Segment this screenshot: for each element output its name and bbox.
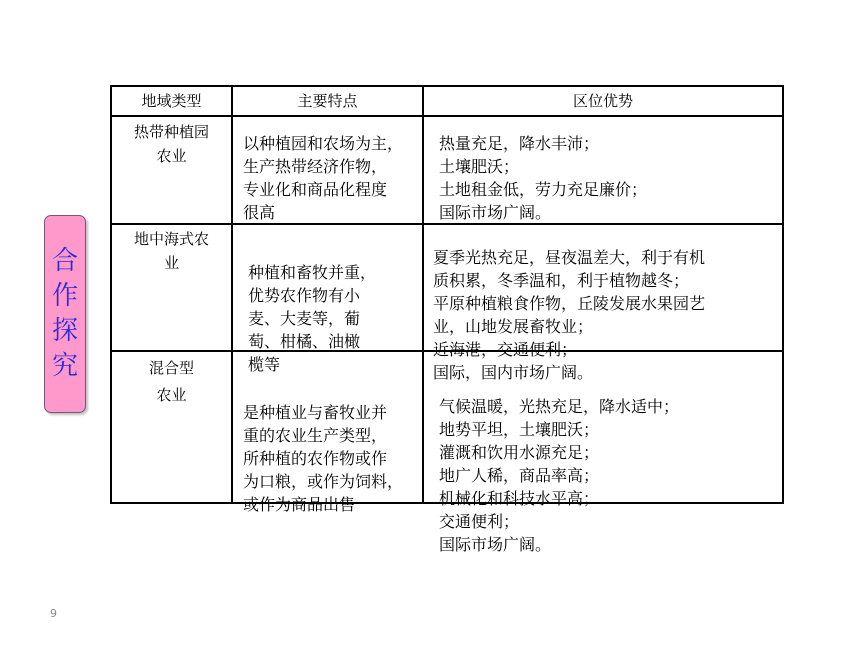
badge-char: 究 xyxy=(51,351,78,381)
advantage-line: 交通便利； xyxy=(439,512,520,531)
type-tropical-plantation: 热带种植园 农业 xyxy=(133,123,209,165)
feature-line: 专业化和商品化程度 xyxy=(243,180,388,199)
feature-line: 重的农业生产类型， xyxy=(243,426,388,445)
advantage-line: 地广人稀，商品率高； xyxy=(439,466,600,485)
features-tropical-plantation xyxy=(243,132,403,224)
badge-char: 探 xyxy=(51,316,78,346)
advantage-line: 业，山地发展畜牧业； xyxy=(433,317,594,336)
advantage-line: 平原种植粮食作物，丘陵发展水果园艺 xyxy=(433,294,706,313)
features-mixed-farming xyxy=(243,401,403,516)
feature-line: 所种植的农作物或作 xyxy=(243,449,388,468)
feature-line: 麦、大麦等，葡 xyxy=(248,309,361,328)
advantage-line: 质积累，冬季温和，利于植物越冬； xyxy=(433,271,690,290)
table-border-right xyxy=(782,85,784,504)
advantage-line: 国际市场广阔。 xyxy=(439,203,552,222)
feature-line: 很高 xyxy=(243,203,276,222)
type-mixed-farming: 混合型 农业 xyxy=(148,359,194,404)
feature-line: 萄、柑橘、油橄 xyxy=(248,332,361,351)
feature-line: 生产热带经济作物， xyxy=(243,157,388,176)
advantages-mediterranean xyxy=(433,246,705,384)
row-divider-header xyxy=(110,115,784,117)
advantage-line: 土壤肥沃； xyxy=(439,157,520,176)
badge-char: 作 xyxy=(51,281,78,311)
features-mediterranean xyxy=(248,261,376,376)
feature-line: 为口粮，或作为饲料， xyxy=(243,472,404,491)
feature-line: 榄等 xyxy=(248,355,281,374)
advantages-mixed-farming xyxy=(439,395,679,556)
feature-line: 优势农作物有小 xyxy=(248,286,361,305)
page-number: 9 xyxy=(50,607,57,620)
advantage-line: 夏季光热充足，昼夜温差大，利于有机 xyxy=(433,248,706,267)
table-border-top xyxy=(110,85,784,87)
advantage-line: 灌溉和饮用水源充足； xyxy=(439,443,600,462)
column-divider-1 xyxy=(231,85,233,504)
advantages-tropical-plantation xyxy=(439,132,647,224)
advantage-line: 地势平坦，土壤肥沃； xyxy=(439,420,600,439)
type-mediterranean: 地中海式农 业 xyxy=(133,230,209,272)
cooperative-inquiry-badge xyxy=(44,215,86,413)
header-region-type: 地域类型 xyxy=(141,92,202,110)
advantage-line: 土地租金低，劳力充足廉价； xyxy=(439,180,648,199)
feature-line: 种植和畜牧并重， xyxy=(248,263,377,282)
feature-line: 是种植业与畜牧业并 xyxy=(243,403,388,422)
advantage-line: 气候温暖，光热充足，降水适中； xyxy=(439,397,680,416)
advantage-line: 热量充足，降水丰沛； xyxy=(439,134,600,153)
header-location-advantages: 区位优势 xyxy=(572,92,633,110)
advantage-line: 近海港，交通便利； xyxy=(433,340,578,359)
badge-label xyxy=(45,244,85,384)
feature-line: 或作为商品出售 xyxy=(243,495,356,514)
advantage-line: 国际市场广阔。 xyxy=(439,535,552,554)
badge-char: 合 xyxy=(51,246,78,276)
header-main-features: 主要特点 xyxy=(297,92,358,110)
feature-line: 以种植园和农场为主， xyxy=(243,134,404,153)
advantage-line: 国际，国内市场广阔。 xyxy=(433,363,594,382)
advantage-line: 机械化和科技水平高； xyxy=(439,489,600,508)
column-divider-2 xyxy=(422,85,424,504)
